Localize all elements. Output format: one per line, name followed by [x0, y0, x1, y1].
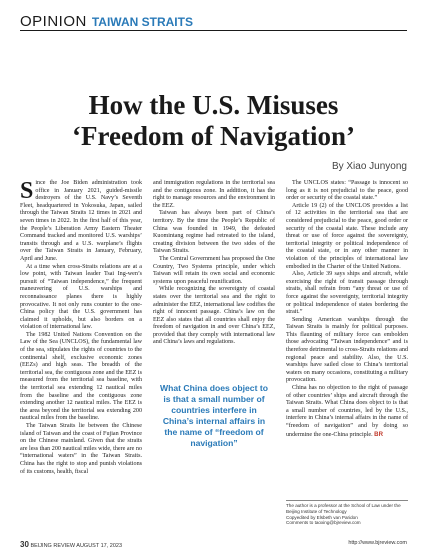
article-title: [20, 90, 407, 152]
column-2: [153, 180, 275, 347]
publication-date: BEIJING REVIEW AUGUST 17, 2023: [30, 543, 123, 549]
author-note: [286, 500, 408, 526]
byline: By Xiao Junyong: [331, 161, 407, 172]
paragraph: Sending American warships through the Taiwan Straits is mainly for political purposes. This flaunting of military force can embolden those advocating “Taiwan independence” and is therefore detrimental to cross-Straits relations and regional peace and stability. Also, the U.S. warships have sailed close to China’s territorial waters on many occasions, constituting a military provocation.: [286, 316, 409, 384]
column-1: [20, 180, 142, 476]
paragraph: The UNCLOS states: “Passage is innocent so long as it is not prejudicial to the peace, good order or security of the coastal state.”: [286, 180, 408, 202]
paragraph: and immigration regulations in the territorial sea and the contiguous zone. In addition, it has the right to manage resources and the environment in the EEZ.: [153, 180, 275, 209]
website-link[interactable]: http://www.bjreview.com: [348, 540, 407, 546]
page-number: 30: [20, 540, 29, 549]
title-line-2: ‘Freedom of Navigation’: [72, 121, 355, 151]
comments-contact: Comments to taoxing@bjreview.com: [286, 520, 361, 526]
paragraph: Taiwan has always been part of China’s territory. By the time the People’s Republic of China was founded in 1949, the defeated Kuomintang regime had retreated to the island, creating division between the two sides of the Taiwan Straits.: [153, 210, 275, 255]
paragraph: Article 19 (2) of the UNCLOS provides a list of 12 activities in the territorial sea that are considered prejudicial to the peace, good order or security of the coastal state. These include any threat or use of force against the sovereignty, territorial integrity or political independence of the coastal state, or in any other manner in violation of the principles of international law embodied in the Charter of the United Nations.: [286, 202, 408, 270]
drop-cap: S: [20, 178, 34, 204]
paragraph: The Taiwan Straits lie between the Chinese island of Taiwan and the coast of Fujian Province on the Chinese mainland. Given that the straits are less than 200 nautical miles wide, there are no “international waters” in the Taiwan Straits. China has the right to stop and punish violations of its customs, health, fiscal: [20, 423, 142, 475]
paragraph: The 1982 United Nations Convention on the Law of the Sea (UNCLOS), the fundamental law of the sea, stipulates the rights of countries to the continental shelf, exclusive economic zones (EEZs) and high seas. The breadth of the territorial sea, the contiguous zone and the EEZ is measured from the territorial sea baseline, with the territorial sea extending 12 nautical miles from the baseline and the contiguous zone extending another 12 nautical miles. The EEZ is the area beyond the territorial sea extending 200 nautical miles from the baseline.: [20, 331, 142, 422]
paragraph: While recognizing the sovereignty of coastal states over the territorial sea and the right to administer the EEZ, international law codifies the right of innocent passage. China’s law on the EEZ also states that all countries shall enjoy the freedom of navigation in and over China’s EEZ, provided that they comply with international law and China’s laws and regulations.: [153, 286, 275, 346]
author-bio: The author is a professor at the School of Law under the Beijing Institute of Technology: [286, 503, 401, 514]
column-3: [286, 180, 408, 439]
paragraph: Since the Joe Biden administration took office in January 2021, guided-missile destroyers of the U.S. Navy’s Seventh Fleet, headquartered in Yokosuka, Japan, sailed through the Taiwan Straits 12 times in 2021 and seven times in 2022. In the first half of this year, the People’s Liberation Army Eastern Theater Command tracked and monitored U.S. warships’ transits through and a U.S. warplane’s flights over the Taiwan Straits in January, February, April and June.: [20, 178, 142, 262]
signoff-mark: BR: [374, 430, 383, 438]
paragraph: China has no objection to the right of passage of other countries’ ships and aircraft through the Taiwan Straits. What China does object to is that a small number of countries, led by the U.S., interfere in China’s internal affairs in the name of “freedom of navigation” and by doing so undermine the one-China principle. BR: [286, 385, 408, 438]
copyedit-credit: Copyedited by Elsbeth van Paridon: [286, 514, 358, 520]
page-footer: [20, 540, 407, 549]
section-label: OPINION: [20, 13, 87, 30]
pull-quote: What China does object to is that a small number of countries interfere in China’s internal affairs in the name of “freedom of navigation”: [160, 383, 268, 448]
paragraph: At a time when cross-Straits relations are at a low point, with Taiwan leader Tsai Ing-wen’s pursuit of “Taiwan independence,” the frequent maneuvering of U.S. warships and reconnaissance planes there is highly provocative. It not only runs counter to the one-China policy that the U.S. government has claimed it upholds, but also borders on a violation of international law.: [20, 263, 142, 331]
subsection-label: TAIWAN STRAITS: [91, 15, 193, 29]
paragraph: The Central Government has proposed the One Country, Two Systems principle, under which Taiwan will retain its own social and economic systems upon peaceful reunification.: [153, 255, 275, 285]
footer-left: [20, 540, 122, 549]
paragraph: Also, Article 39 says ships and aircraft, while exercising the right of transit passage through straits, shall refrain from “any threat or use of force against the sovereignty, territorial integrity or political independence of states bordering the strait.”: [286, 271, 408, 316]
title-line-1: How the U.S. Misuses: [88, 90, 339, 120]
section-header: [20, 12, 407, 31]
